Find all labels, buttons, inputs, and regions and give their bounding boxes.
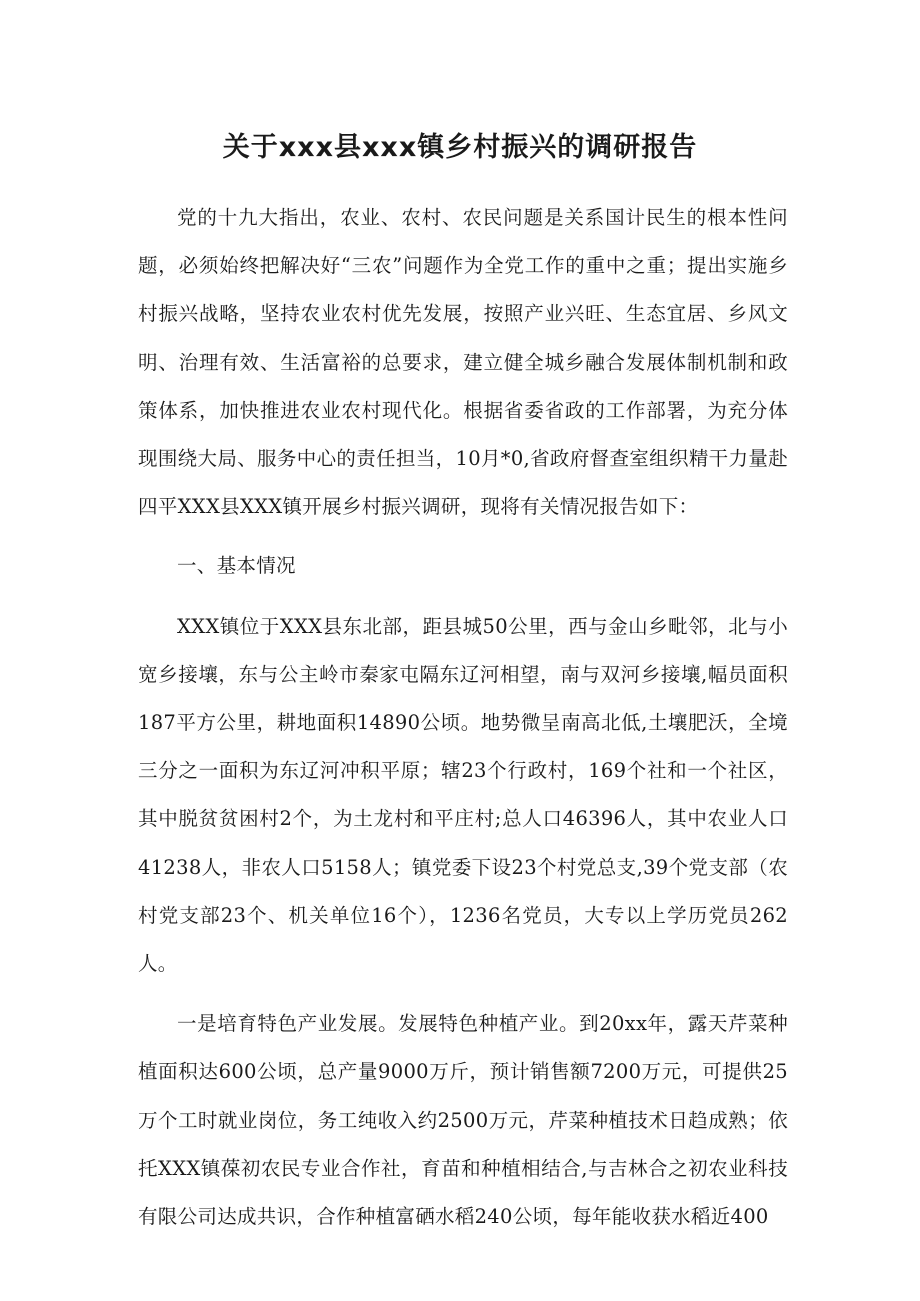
- document-body: [138, 194, 788, 1241]
- document-title: 关于xxx县xxx镇乡村振兴的调研报告: [222, 132, 698, 163]
- paragraph-industry-development: 一是培育特色产业发展。发展特色种植产业。到20xx年，露天芹菜种植面积达600公顷，总产量9000万斤，预计销售额7200万元，可提供25万个工时就业岗位，务工纯收入约2500万元，芹菜种植技术日趋成熟；依托XXX镇葆初农民专业合作社，育苗和种植相结合,与吉林合之初农业科技有限公司达成共识，合作种植富硒水稻240公顷，每年能收获水稻近400: [138, 1012, 788, 1229]
- paragraph-basic-situation: XXX镇位于XXX县东北部，距县城50公里，西与金山乡毗邻，北与小宽乡接壤，东与公主岭市秦家屯隔东辽河相望，南与双河乡接壤,幅员面积187平方公里，耕地面积14890公顷。地势微呈南高北低,土壤肥沃，全境三分之一面积为东辽河冲积平原；辖23个行政村，169个社和一个社区，其中脱贫贫困村2个，为土龙村和平庄村;总人口46396人，其中农业人口41238人，非农人口5158人；镇党委下设23个村党总支,39个党支部（农村党支部23个、机关单位16个），1236名党员，大专以上学历党员262人。: [138, 614, 788, 976]
- paragraph-introduction: 党的十九大指出，农业、农村、农民问题是关系国计民生的根本性问题，必须始终把解决好“三农”问题作为全党工作的重中之重；提出实施乡村振兴战略，坚持农业农村优先发展，按照产业兴旺、生态宜居、乡风文明、治理有效、生活富裕的总要求，建立健全城乡融合发展体制机制和政策体系，加快推进农业农村现代化。根据省委省政的工作部署，为充分体现围绕大局、服务中心的责任担当，10月*0,省政府督查室组织精干力量赴四平XXX县XXX镇开展乡村振兴调研，现将有关情况报告如下：: [138, 206, 788, 519]
- section-heading-basic-situation: 一、基本情况: [177, 554, 296, 578]
